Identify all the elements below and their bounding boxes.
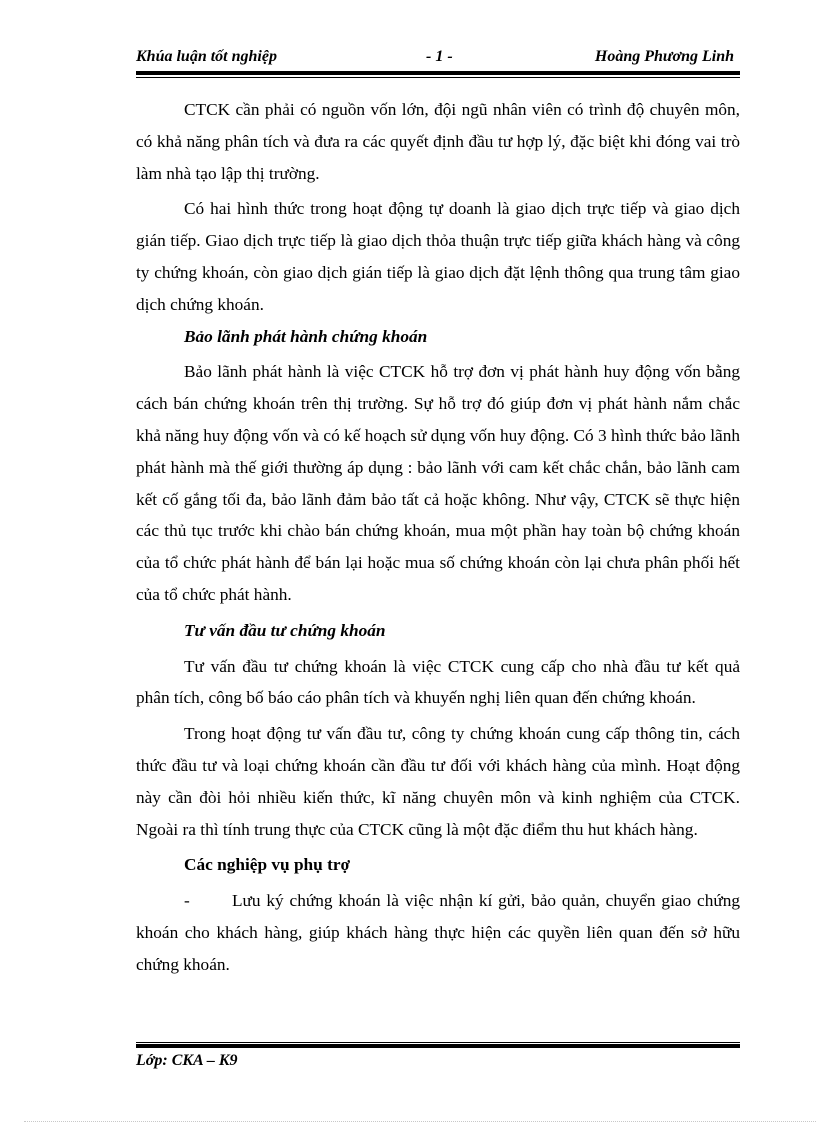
page-footer-class: Lớp: CKA – K9 (136, 1052, 238, 1069)
paragraph-2: Có hai hình thức trong hoạt động tự doanh là giao dịch trực tiếp và giao dịch gián tiếp. Giao dịch trực tiếp là giao dịch thỏa thuận trực tiếp giữa khách hàng và công ty chứng khoán, còn giao dịch gián tiếp là giao dịch đặt lệnh thông qua trung tâm giao dịch chứng khoán. (136, 199, 740, 314)
section-heading-underwriting: Bảo lãnh phát hành chứng khoán (184, 326, 428, 346)
bullet-marker: - (184, 891, 190, 911)
header-page-number: - 1 - (426, 48, 453, 65)
page-bottom-edge (24, 1121, 816, 1122)
section-heading-advisory: Tư vấn đầu tư chứng khoán (184, 620, 386, 640)
header-rule-thin (136, 77, 740, 78)
bullet-text: Lưu ký chứng khoán là việc nhận kí gửi, bảo quản, chuyển giao chứng khoán cho khách hàng, giúp khách hàng thực hiện các quyền liên quan đến sở hữu chứng khoán. (136, 891, 740, 974)
section-heading-support-services: Các nghiệp vụ phụ trợ (184, 855, 351, 875)
bullet-item-custody (136, 885, 740, 980)
page-body (136, 94, 740, 981)
paragraph-5: Trong hoạt động tư vấn đầu tư, công ty chứng khoán cung cấp thông tin, cách thức đầu tư và loại chứng khoán cần đầu tư đối với khách hàng của mình. Hoạt động này cần đòi hỏi nhiều kiến thức, kĩ năng chuyên môn và kinh nghiệm của CTCK. Ngoài ra thì tính trung thực của CTCK cũng là một đặc điểm thu hut khách hàng. (136, 724, 740, 839)
footer-rule-thin (136, 1042, 740, 1043)
header-rule-thick (136, 71, 740, 75)
paragraph-3: Bảo lãnh phát hành là việc CTCK hỗ trợ đơn vị phát hành huy động vốn bằng cách bán chứng khoán trên thị trường. Sự hỗ trợ đó giúp đơn vị phát hành nắm chắc khả năng huy động vốn và có kế hoạch sử dụng vốn huy động. Có 3 hình thức bảo lãnh phát hành mà thế giới thường áp dụng : bảo lãnh với cam kết chắc chắn, bảo lãnh cam kết cố gắng tối đa, bảo lãnh đảm bảo tất cả hoặc không. Như vậy, CTCK sẽ thực hiện các thủ tục trước khi chào bán chứng khoán, mua một phần hay toàn bộ chứng khoán của tổ chức phát hành để bán lại hoặc mua số chứng khoán còn lại chưa phân phối hết của tổ chức phát hành. (136, 362, 740, 604)
header-author: Hoàng Phương Linh (594, 48, 734, 65)
footer-rule-thick (136, 1044, 740, 1048)
paragraph-4: Tư vấn đầu tư chứng khoán là việc CTCK cung cấp cho nhà đầu tư kết quả phân tích, công bố báo cáo phân tích và khuyến nghị liên quan đến chứng khoán. (136, 656, 740, 708)
paragraph-1: CTCK cần phải có nguồn vốn lớn, đội ngũ nhân viên có trình độ chuyên môn, có khả năng phân tích và đưa ra các quyết định đầu tư hợp lý, đặc biệt khi đóng vai trò làm nhà tạo lập thị trường. (136, 100, 740, 183)
page-header (136, 48, 740, 70)
header-thesis-title: Khúa luận tốt nghiệp (136, 48, 277, 65)
